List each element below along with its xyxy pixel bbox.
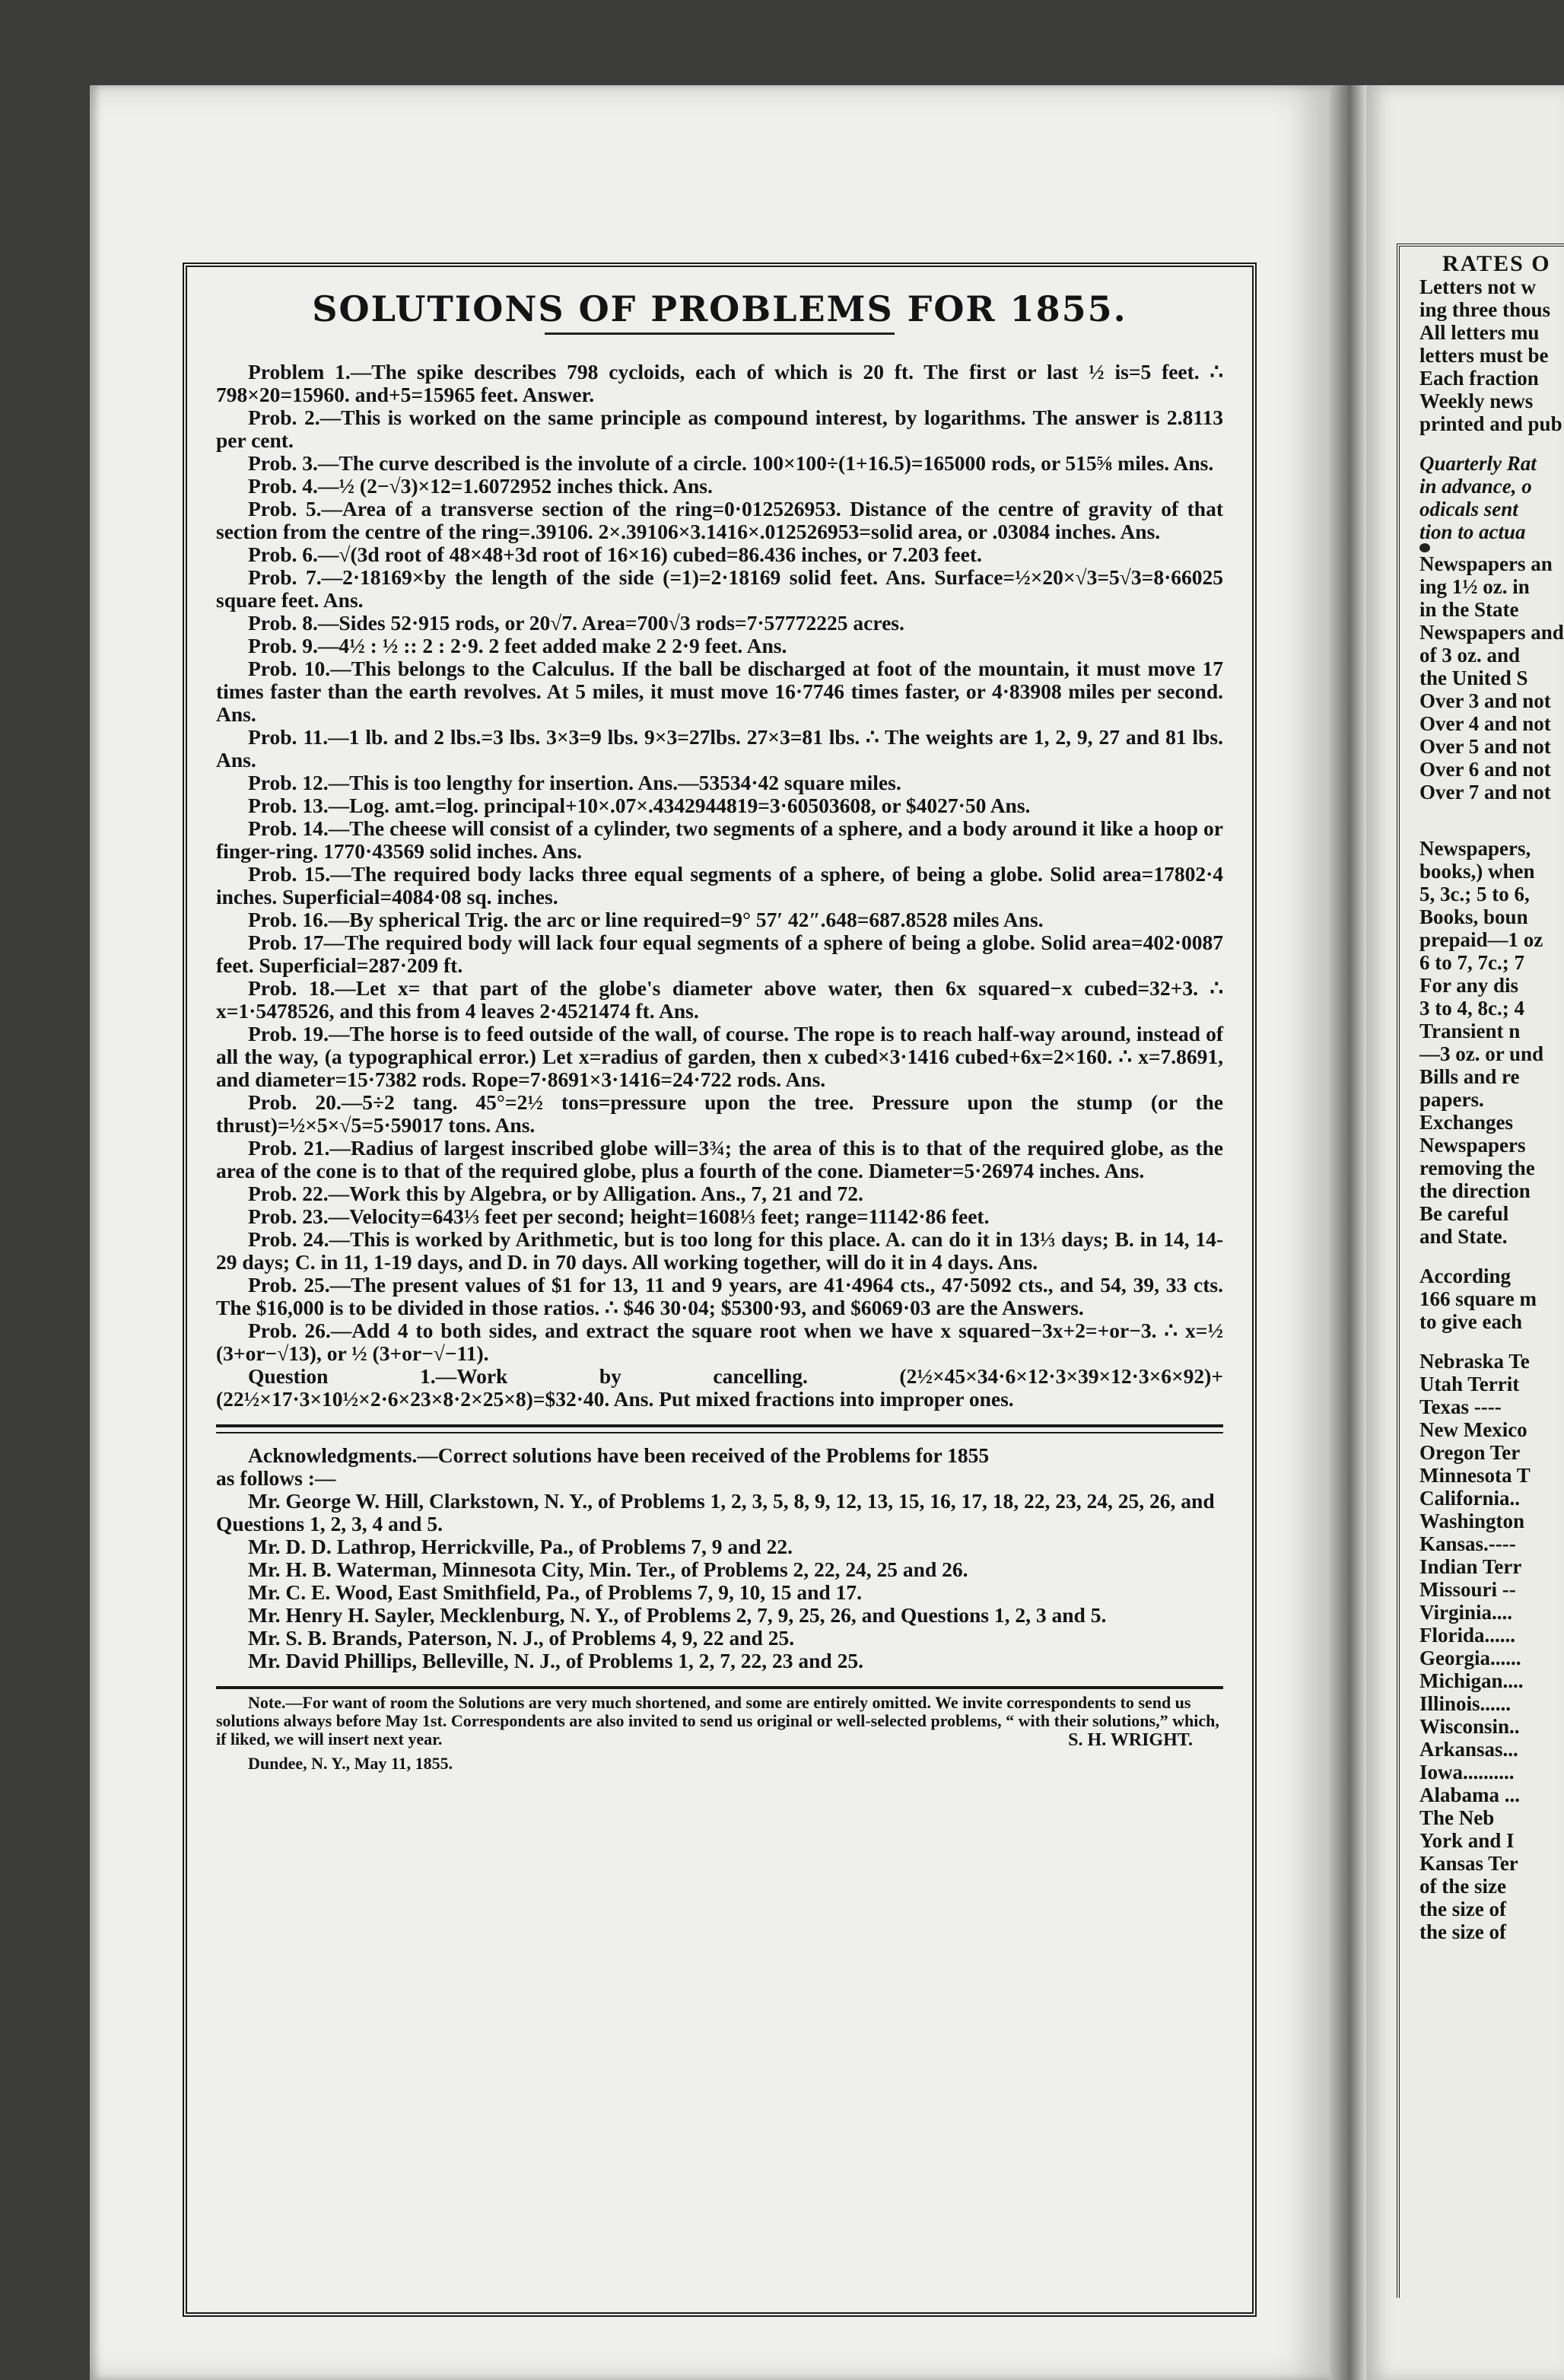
rates-block-e xyxy=(1419,1265,1564,1333)
problem-solution: Prob. 26.—Add 4 to both sides, and extract the square root when we have x squared−3x+2=+or−3. ∴ x=½ (3+or−√13), or ½ (3+or−√−11). xyxy=(216,1319,1223,1365)
rates-line: Bills and re xyxy=(1419,1065,1520,1088)
rates-line: Over 4 and not xyxy=(1419,712,1551,735)
problem-solution: Prob. 8.—Sides 52·915 rods, or 20√7. Area=700√3 rods=7·57772225 acres. xyxy=(248,611,904,635)
rates-line: Illinois...... xyxy=(1419,1692,1512,1715)
title-rule xyxy=(545,332,895,335)
rates-line: Oregon Ter xyxy=(1419,1441,1521,1464)
rates-line: Newspapers xyxy=(1419,1134,1526,1157)
rates-line: Utah Territ xyxy=(1419,1373,1520,1395)
rates-line: Florida...... xyxy=(1419,1624,1515,1647)
rates-line: letters must be xyxy=(1419,344,1549,367)
rates-line: Transient n xyxy=(1419,1020,1521,1042)
rates-line: Wisconsin.. xyxy=(1419,1715,1520,1738)
problem-solution: Prob. 19.—The horse is to feed outside of the wall, of course. The rope is to reach half-way around, instead of all the way, (a typographical error.) Let x=radius of garden, then x cubed×3·1416 cubed+6x=2×160. ∴ x=7.8691, and diameter=15·7382 rods. Rope=7·8691×3·1416=24·722 rods. Ans. xyxy=(216,1022,1223,1091)
rates-line: Weekly news xyxy=(1419,390,1534,412)
problem-solution: Prob. 24.—This is worked by Arithmetic, but is too long for this place. A. can do it in 13⅓ days; B. in 14, 14-29 days; C. in 11, 1-19 days, and D. in 70 days. All working together, will do it in 4 days. Ans. xyxy=(216,1227,1223,1274)
rates-line: For any dis xyxy=(1419,974,1519,997)
problem-solution: Prob. 3.—The curve described is the involute of a circle. 100×100÷(1+16.5)=165000 rods, or 515⅝ miles. Ans. xyxy=(248,451,1214,475)
rates-block-d xyxy=(1419,837,1564,1248)
solutions-article xyxy=(183,262,1257,2317)
rates-line: of 3 oz. and xyxy=(1419,644,1521,667)
rates-line: 166 square m xyxy=(1419,1287,1537,1310)
rates-line: Nebraska Te xyxy=(1419,1350,1530,1373)
problem-solution: Prob. 16.—By spherical Trig. the arc or line required=9° 57′ 42″.648=687.8528 miles Ans. xyxy=(248,908,1044,931)
problem-solution: Prob. 21.—Radius of largest inscribed globe will=3¾; the area of this is to that of the required globe, as the area of the cone is to that of the required globe, plus a fourth of the cone. Diameter=5·26974 inches. Ans. xyxy=(216,1136,1223,1182)
article-title: SOLUTIONS OF PROBLEMS FOR 1855. xyxy=(312,288,1127,329)
rates-line: the size of xyxy=(1419,1898,1506,1920)
problems-list xyxy=(216,361,1223,1411)
problem-solution: Prob. 5.—Area of a transverse section of the ring=0·012526953. Distance of the centre of gravity of that section from the centre of the ring=.39106. 2×.39106×3.1416×.012526953=solid area, or .03084 inches. Ans. xyxy=(216,497,1223,543)
section-divider-thin xyxy=(216,1432,1223,1433)
rates-line: the United S xyxy=(1419,667,1528,689)
rates-line: Kansas.---- xyxy=(1419,1532,1516,1555)
rates-line: 3 to 4, 8c.; 4 xyxy=(1419,997,1524,1020)
rates-line: Arkansas... xyxy=(1419,1738,1518,1761)
rates-block-f xyxy=(1419,1350,1564,1943)
rates-line: in the State xyxy=(1419,598,1519,621)
problem-solution: Prob. 9.—4½ : ½ :: 2 : 2·9. 2 feet added make 2 2·9 feet. Ans. xyxy=(248,634,787,657)
dot-ornament xyxy=(1419,543,1430,552)
acknowledgments-heading: Acknowledgments.—Correct solutions have been received of the Problems for 1855 xyxy=(248,1443,990,1467)
rates-block-a xyxy=(1419,275,1564,435)
problem-solution: Prob. 22.—Work this by Algebra, or by Alligation. Ans., 7, 21 and 72. xyxy=(248,1182,863,1205)
rates-line: Alabama ... xyxy=(1419,1783,1521,1806)
problem-solution: Prob. 7.—2·18169×by the length of the side (=1)=2·18169 solid feet. Ans. Surface=½×20×√3=5√3=8·66025 square feet. Ans. xyxy=(216,565,1223,612)
rates-line: York and I xyxy=(1419,1829,1515,1852)
rates-line: printed and pub xyxy=(1419,412,1562,435)
problem-solution: Question 1.—Work by cancelling. (2½×45×34·6×12·3×39×12·3×6×92)+(22½×17·3×10½×2·6×23×8·2×25×8)=$32·40. Ans. Put mixed fractions into improper ones. xyxy=(216,1364,1223,1411)
dateline: Dundee, N. Y., May 11, 1855. xyxy=(248,1754,453,1773)
signature: S. H. WRIGHT. xyxy=(1068,1730,1193,1750)
rates-line: Newspapers and xyxy=(1419,621,1564,644)
rates-line: and State. xyxy=(1419,1225,1508,1248)
rates-line: ing 1½ oz. in xyxy=(1419,575,1530,598)
note-divider xyxy=(216,1686,1223,1689)
problem-solution: Prob. 23.—Velocity=643⅓ feet per second; height=1608⅓ feet; range=11142·86 feet. xyxy=(248,1204,990,1228)
problem-solution: Prob. 11.—1 lb. and 2 lbs.=3 lbs. 3×3=9 lbs. 9×3=27lbs. 27×3=81 lbs. ∴ The weights are 1, 2, 9, 27 and 81 lbs. Ans. xyxy=(216,725,1223,772)
rates-line: Newspapers an xyxy=(1419,552,1553,575)
acknowledgment-entry: Mr. H. B. Waterman, Minnesota City, Min. Ter., of Problems 2, 22, 24, 25 and 26. xyxy=(248,1558,968,1581)
acknowledgment-entry: Mr. Henry H. Sayler, Mecklenburg, N. Y., of Problems 2, 7, 9, 25, 26, and Questions 1, 2, 3 and 5. xyxy=(248,1603,1107,1627)
problem-solution: Prob. 18.—Let x= that part of the globe's diameter above water, then 6x squared−x cubed=32+3. ∴ x=1·5478526, and this from 4 leaves 2·4521474 ft. Ans. xyxy=(216,976,1223,1023)
acknowledgment-entry: Mr. D. D. Lathrop, Herrickville, Pa., of Problems 7, 9 and 22. xyxy=(248,1535,793,1558)
rates-line: removing the xyxy=(1419,1157,1535,1179)
rates-line: Books, boun xyxy=(1419,905,1528,928)
rates-line: 5, 3c.; 5 to 6, xyxy=(1419,883,1530,905)
rates-line: ing three thous xyxy=(1419,298,1551,321)
rates-line: Washington xyxy=(1419,1510,1525,1532)
problem-solution: Prob. 6.—√(3d root of 48×48+3d root of 16×16) cubed=86.436 inches, or 7.203 feet. xyxy=(248,542,982,566)
rates-line: Missouri -- xyxy=(1419,1578,1516,1601)
acknowledgment-entry: Mr. C. E. Wood, East Smithfield, Pa., of Problems 7, 9, 10, 15 and 17. xyxy=(248,1580,862,1604)
problem-solution: Prob. 25.—The present values of $1 for 13, 11 and 9 years, are 41·4964 cts., 47·5092 cts., and 54, 39, 33 cts. The $16,000 is to be divided in those ratios. ∴ $46 30·04; $5300·93, and $6069·03 are the Answers. xyxy=(216,1273,1223,1319)
problem-solution: Prob. 15.—The required body lacks three equal segments of a sphere, of being a globe. Solid area=17802·4 inches. Superficial=4084·08 sq. inches. xyxy=(216,862,1223,908)
problem-solution: Prob. 10.—This belongs to the Calculus. If the ball be discharged at foot of the mountain, it must move 17 times faster than the earth revolves. At 5 miles, it must move 16·7746 times faster, or 4·83908 miles per second. Ans. xyxy=(216,657,1223,726)
problem-solution: Problem 1.—The spike describes 798 cycloids, each of which is 20 ft. The first or last ½ is=5 feet. ∴ 798×20=15960. and+5=15965 feet. Answer. xyxy=(216,360,1223,406)
rates-line: Indian Terr xyxy=(1419,1555,1522,1578)
rates-line: odicals sent xyxy=(1419,498,1518,520)
problem-solution: Prob. 12.—This is too lengthy for insertion. Ans.—53534·42 square miles. xyxy=(248,771,901,794)
rates-line: Georgia...... xyxy=(1419,1647,1521,1669)
rates-line: Be careful xyxy=(1419,1202,1509,1225)
rates-line: in advance, o xyxy=(1419,475,1532,498)
rates-line: Over 3 and not xyxy=(1419,689,1551,712)
rates-line: 6 to 7, 7c.; 7 xyxy=(1419,951,1524,974)
rates-line: Kansas Ter xyxy=(1419,1852,1518,1875)
problem-solution: Prob. 20.—5÷2 tang. 45°=2½ tons=pressure upon the tree. Pressure upon the stump (or the thrust)=½×5×√5=5·59017 tons. Ans. xyxy=(216,1090,1223,1137)
rates-line: California.. xyxy=(1419,1487,1520,1510)
problem-solution: Prob. 14.—The cheese will consist of a cylinder, two segments of a sphere, and a body around it like a hoop or finger-ring. 1770·43569 solid inches. Ans. xyxy=(216,816,1223,863)
acknowledgment-entry: Mr. David Phillips, Belleville, N. J., of Problems 1, 2, 7, 22, 23 and 25. xyxy=(248,1649,863,1672)
rates-line: the direction xyxy=(1419,1179,1531,1202)
rates-line: Letters not w xyxy=(1419,275,1536,298)
rates-line: Over 5 and not xyxy=(1419,735,1551,758)
rates-line: According xyxy=(1419,1265,1511,1287)
rates-line: Newspapers, xyxy=(1419,837,1531,860)
rates-line: books,) when xyxy=(1419,860,1535,883)
rates-line: All letters mu xyxy=(1419,321,1540,344)
rates-line: The Neb xyxy=(1419,1806,1495,1829)
rates-line: Quarterly Rat xyxy=(1419,452,1537,475)
acknowledgments-intro: as follows :— xyxy=(216,1466,336,1490)
book-gutter xyxy=(1330,85,1366,2380)
rates-line: Texas ---- xyxy=(1419,1395,1502,1418)
rates-line: Virginia.... xyxy=(1419,1601,1513,1624)
rates-column xyxy=(1397,243,1564,2298)
rates-line: prepaid—1 oz xyxy=(1419,928,1543,951)
acknowledgment-entry: Mr. George W. Hill, Clarkstown, N. Y., of Problems 1, 2, 3, 5, 8, 9, 12, 13, 15, 16, 17, 18, 22, 23, 24, 25, 26, and Questions 1, 2, 3, 4 and 5. xyxy=(216,1489,1215,1535)
rates-line: papers. xyxy=(1419,1088,1484,1111)
rates-line: Over 7 and not xyxy=(1419,781,1551,803)
rates-line: Exchanges xyxy=(1419,1111,1514,1134)
rates-line: Over 6 and not xyxy=(1419,758,1551,781)
rates-heading: RATES O xyxy=(1442,251,1551,276)
rates-line: to give each xyxy=(1419,1310,1522,1333)
acknowledgment-entry: Mr. S. B. Brands, Paterson, N. J., of Problems 4, 9, 22 and 25. xyxy=(248,1626,795,1650)
rates-block-c xyxy=(1419,552,1564,803)
rates-line: —3 oz. or und xyxy=(1419,1042,1544,1065)
rates-line: Michigan.... xyxy=(1419,1669,1524,1692)
rates-line: the size of xyxy=(1419,1920,1506,1943)
rates-line: tion to actua xyxy=(1419,520,1526,543)
problem-solution: Prob. 4.—½ (2−√3)×12=1.6072952 inches thick. Ans. xyxy=(248,474,713,498)
problem-solution: Prob. 17—The required body will lack four equal segments of a sphere of being a globe. Solid area=402·0087 feet. Superficial=287·209 ft. xyxy=(216,931,1223,977)
acknowledgments-list xyxy=(216,1490,1223,1672)
rates-line: Minnesota T xyxy=(1419,1464,1531,1487)
editor-note: Note.—For want of room the Solutions are very much shortened, and some are entirely omitted. We invite correspondents to send us solutions always before May 1st. Correspondents are also invited to send us original or well-selected problems, “ with their solutions,” which, if liked, we will insert next year. xyxy=(216,1693,1219,1748)
problem-solution: Prob. 13.—Log. amt.=log. principal+10×.07×.4342944819=3·60503608, or $4027·50 Ans. xyxy=(248,794,1031,817)
rates-line: Each fraction xyxy=(1419,367,1539,390)
rates-line: New Mexico xyxy=(1419,1418,1527,1441)
rates-line: of the size xyxy=(1419,1875,1506,1898)
section-divider xyxy=(216,1424,1223,1427)
rates-line: Iowa.......... xyxy=(1419,1761,1515,1783)
rates-block-b xyxy=(1419,452,1564,543)
problem-solution: Prob. 2.—This is worked on the same principle as compound interest, by logarithms. The answer is 2.8113 per cent. xyxy=(216,406,1223,452)
